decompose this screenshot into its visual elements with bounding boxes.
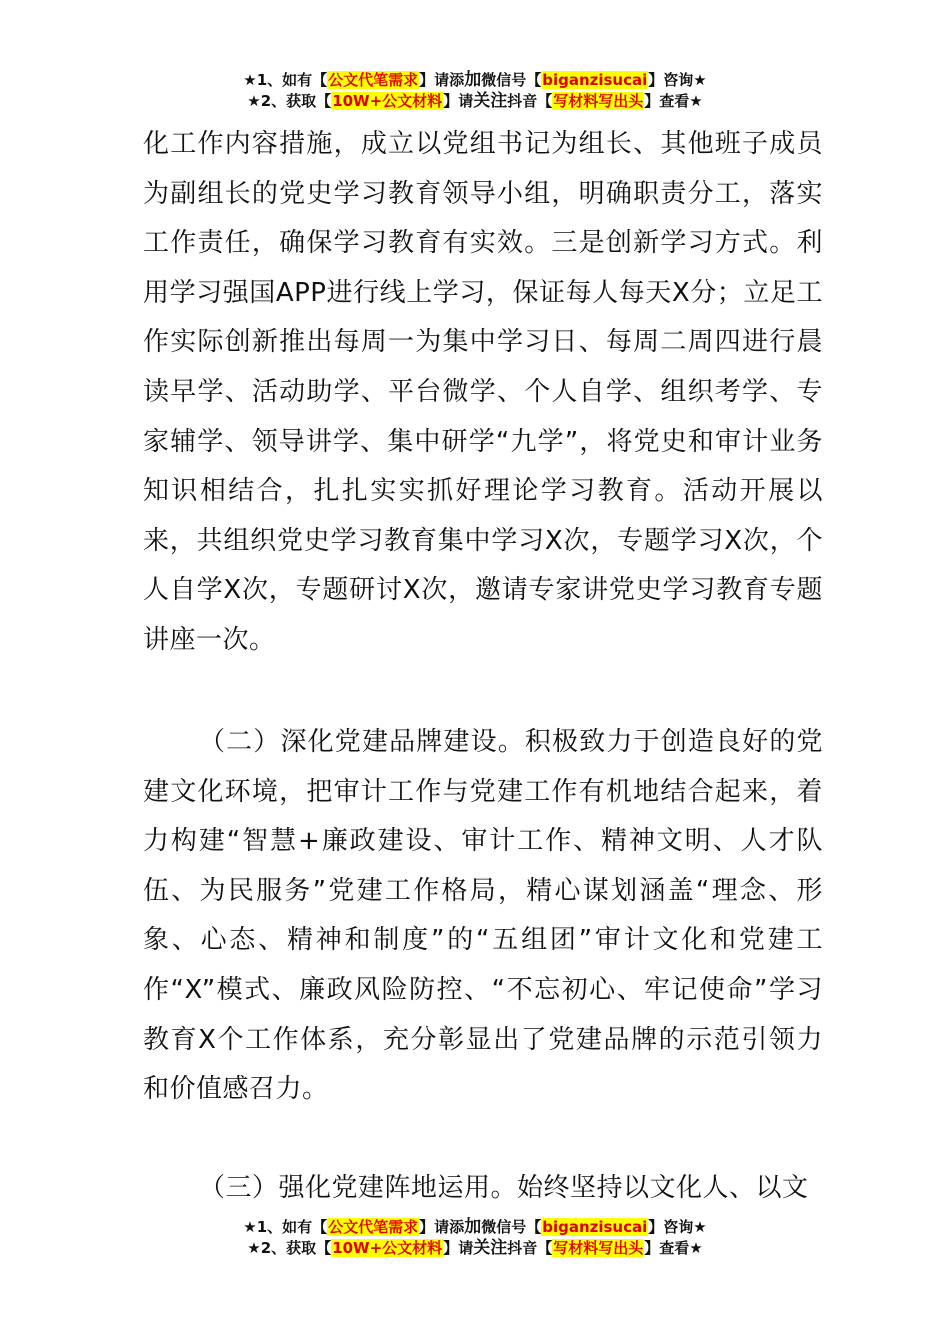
banner-line-2: [0, 1238, 950, 1259]
banner-emphasis: 关注: [473, 1238, 508, 1258]
body-paragraph-3: （三）强化党建阵地运用。始终坚持以文化人、以文: [199, 1173, 809, 1203]
banner-text: 抖音【: [507, 92, 553, 110]
banner-highlight: 公文代笔需求: [328, 71, 419, 89]
banner-highlight: 写材料写出头: [553, 1239, 644, 1257]
banner-text: 】咨询★: [648, 1218, 707, 1236]
header-banner: [0, 70, 950, 112]
banner-line-1: [0, 1217, 950, 1238]
body-paragraph-1: 化工作内容措施，成立以党组书记为组长、其他班子成员为副组长的党史学习教育领导小组，明确职责分工，落实工作责任，确保学习教育有实效。三是创新学习方式。利用学习强国APP进行线上学习，保证每人每天X分；立足工作实际创新推出每周一为集中学习日、每周二周四进行晨读早学、活动助学、平台微学、个人自学、组织考学、专家辅学、领导讲学、集中研学“九学”，将党史和审计业务知识相结合，扎扎实实抓好理论学习教育。活动开展以来，共组织党史学习教育集中学习X次，专题学习X次，个人自学X次，专题研讨X次，邀请专家讲党史学习教育专题讲座一次。: [143, 129, 823, 655]
banner-text: 微信号【: [481, 1218, 542, 1236]
banner-highlight: biganzisucai: [542, 1218, 648, 1236]
banner-text: 】查看★: [644, 92, 703, 110]
banner-text: 】请添: [419, 1218, 465, 1236]
banner-text: 】查看★: [644, 1239, 703, 1257]
banner-highlight: 10W+公文材料: [332, 1239, 443, 1257]
banner-emphasis: 关注: [473, 91, 508, 111]
footer-banner: [0, 1217, 950, 1259]
banner-emphasis: 加: [464, 70, 482, 90]
banner-text: 】请: [443, 92, 474, 110]
banner-line-1: [0, 70, 950, 91]
banner-text: 抖音【: [507, 1239, 553, 1257]
banner-text: 微信号【: [481, 71, 542, 89]
banner-text: ★1、如有【: [243, 71, 328, 89]
banner-line-2: [0, 91, 950, 112]
banner-text: ★2、获取【: [247, 92, 332, 110]
banner-text: ★2、获取【: [247, 1239, 332, 1257]
banner-text: 】咨询★: [648, 71, 707, 89]
banner-text: ★1、如有【: [243, 1218, 328, 1236]
banner-highlight: biganzisucai: [542, 71, 648, 89]
banner-highlight: 公文代笔需求: [328, 1218, 419, 1236]
banner-highlight: 写材料写出头: [553, 92, 644, 110]
body-paragraph-2: （二）深化党建品牌建设。积极致力于创造良好的党建文化环境，把审计工作与党建工作有机地结合起来，着力构建“智慧+廉政建设、审计工作、精神文明、人才队伍、为民服务”党建工作格局，精心谋划涵盖“理念、形象、心态、精神和制度”的“五组团”审计文化和党建工作“X”模式、廉政风险防控、“不忘初心、牢记使命”学习教育X个工作体系，充分彰显出了党建品牌的示范引领力和价值感召力。: [143, 727, 823, 1105]
banner-highlight: 10W+公文材料: [332, 92, 443, 110]
banner-text: 】请: [443, 1239, 474, 1257]
banner-text: 】请添: [419, 71, 465, 89]
banner-emphasis: 加: [464, 1217, 482, 1237]
